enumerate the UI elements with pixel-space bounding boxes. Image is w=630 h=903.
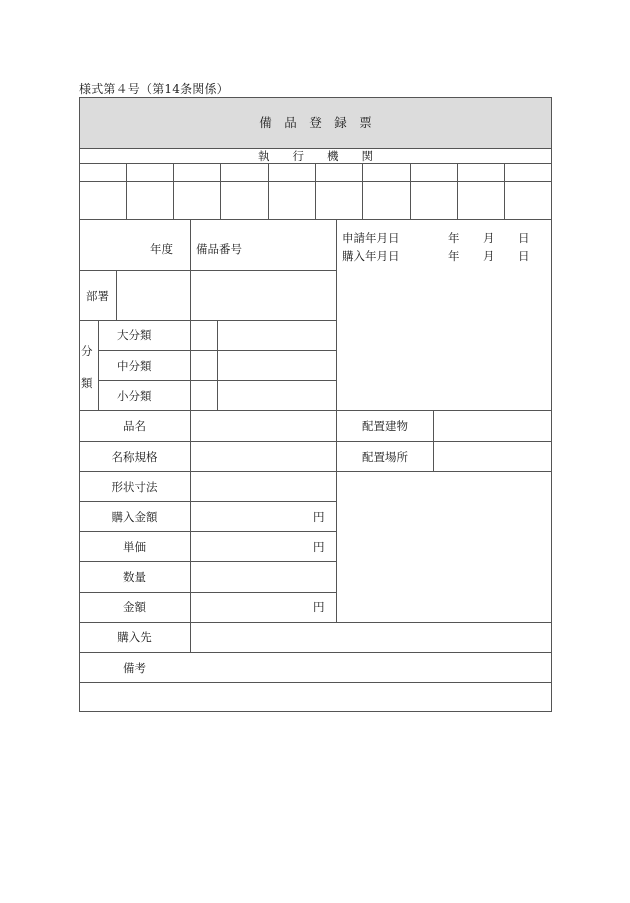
table-rule <box>126 163 127 219</box>
large-category-label: 大分類 <box>117 328 152 342</box>
table-rule <box>268 163 269 219</box>
table-rule <box>433 410 434 471</box>
table-rule <box>79 592 336 593</box>
amount-label: 金額 <box>123 600 146 614</box>
table-rule <box>79 561 336 562</box>
item-name-label: 品名 <box>123 419 146 433</box>
supplier-label: 購入先 <box>117 630 152 644</box>
table-rule <box>79 652 552 653</box>
item-number-label: 備品番号 <box>196 242 242 256</box>
purchase-day-unit: 日 <box>518 249 530 263</box>
table-rule <box>79 320 336 321</box>
table-rule <box>217 320 218 410</box>
medium-category-label: 中分類 <box>117 359 152 373</box>
table-rule <box>79 682 552 683</box>
department-label: 部署 <box>86 289 109 303</box>
name-spec-label: 名称規格 <box>111 450 158 464</box>
remarks-label: 備考 <box>123 661 146 675</box>
purchase-year-unit: 年 <box>448 249 460 263</box>
table-rule <box>173 163 174 219</box>
application-day-unit: 日 <box>518 231 530 245</box>
table-rule <box>98 320 99 410</box>
classification-label-top: 分 <box>81 344 93 358</box>
application-date-label: 申請年月日 <box>342 231 400 245</box>
table-rule <box>190 219 191 652</box>
table-rule <box>336 219 337 622</box>
purchase-amount-label: 購入金額 <box>111 510 158 524</box>
unit-price-yen: 円 <box>313 540 325 554</box>
purchase-amount-yen: 円 <box>313 510 325 524</box>
table-rule <box>79 501 336 502</box>
application-month-unit: 月 <box>483 231 495 245</box>
table-rule <box>504 163 505 219</box>
placement-location-label: 配置場所 <box>362 450 408 464</box>
classification-label-bottom: 類 <box>81 376 93 390</box>
table-rule <box>79 219 552 220</box>
purchase-month-unit: 月 <box>483 249 495 263</box>
executive-agency-header: 執 行 機 関 <box>258 149 373 163</box>
table-rule <box>362 163 363 219</box>
table-rule <box>220 163 221 219</box>
table-rule <box>457 163 458 219</box>
application-year-unit: 年 <box>448 231 460 245</box>
form-title: 備 品 登 録 票 <box>259 115 372 130</box>
table-rule <box>410 163 411 219</box>
fiscal-year-label: 年度 <box>150 242 173 256</box>
amount-yen: 円 <box>313 600 325 614</box>
table-rule <box>315 163 316 219</box>
form-label: 様式第４号（第14条関係） <box>79 82 229 96</box>
table-rule <box>79 622 552 623</box>
shape-size-label: 形状寸法 <box>111 480 158 494</box>
table-rule <box>79 531 336 532</box>
unit-price-label: 単価 <box>123 540 146 554</box>
quantity-label: 数量 <box>123 570 146 584</box>
small-category-label: 小分類 <box>117 389 152 403</box>
table-rule <box>116 270 117 320</box>
placement-building-label: 配置建物 <box>362 419 408 433</box>
purchase-date-label: 購入年月日 <box>342 249 400 263</box>
table-rule <box>79 471 552 472</box>
table-rule <box>79 441 552 442</box>
table-rule <box>79 410 552 411</box>
table-rule <box>79 270 336 271</box>
